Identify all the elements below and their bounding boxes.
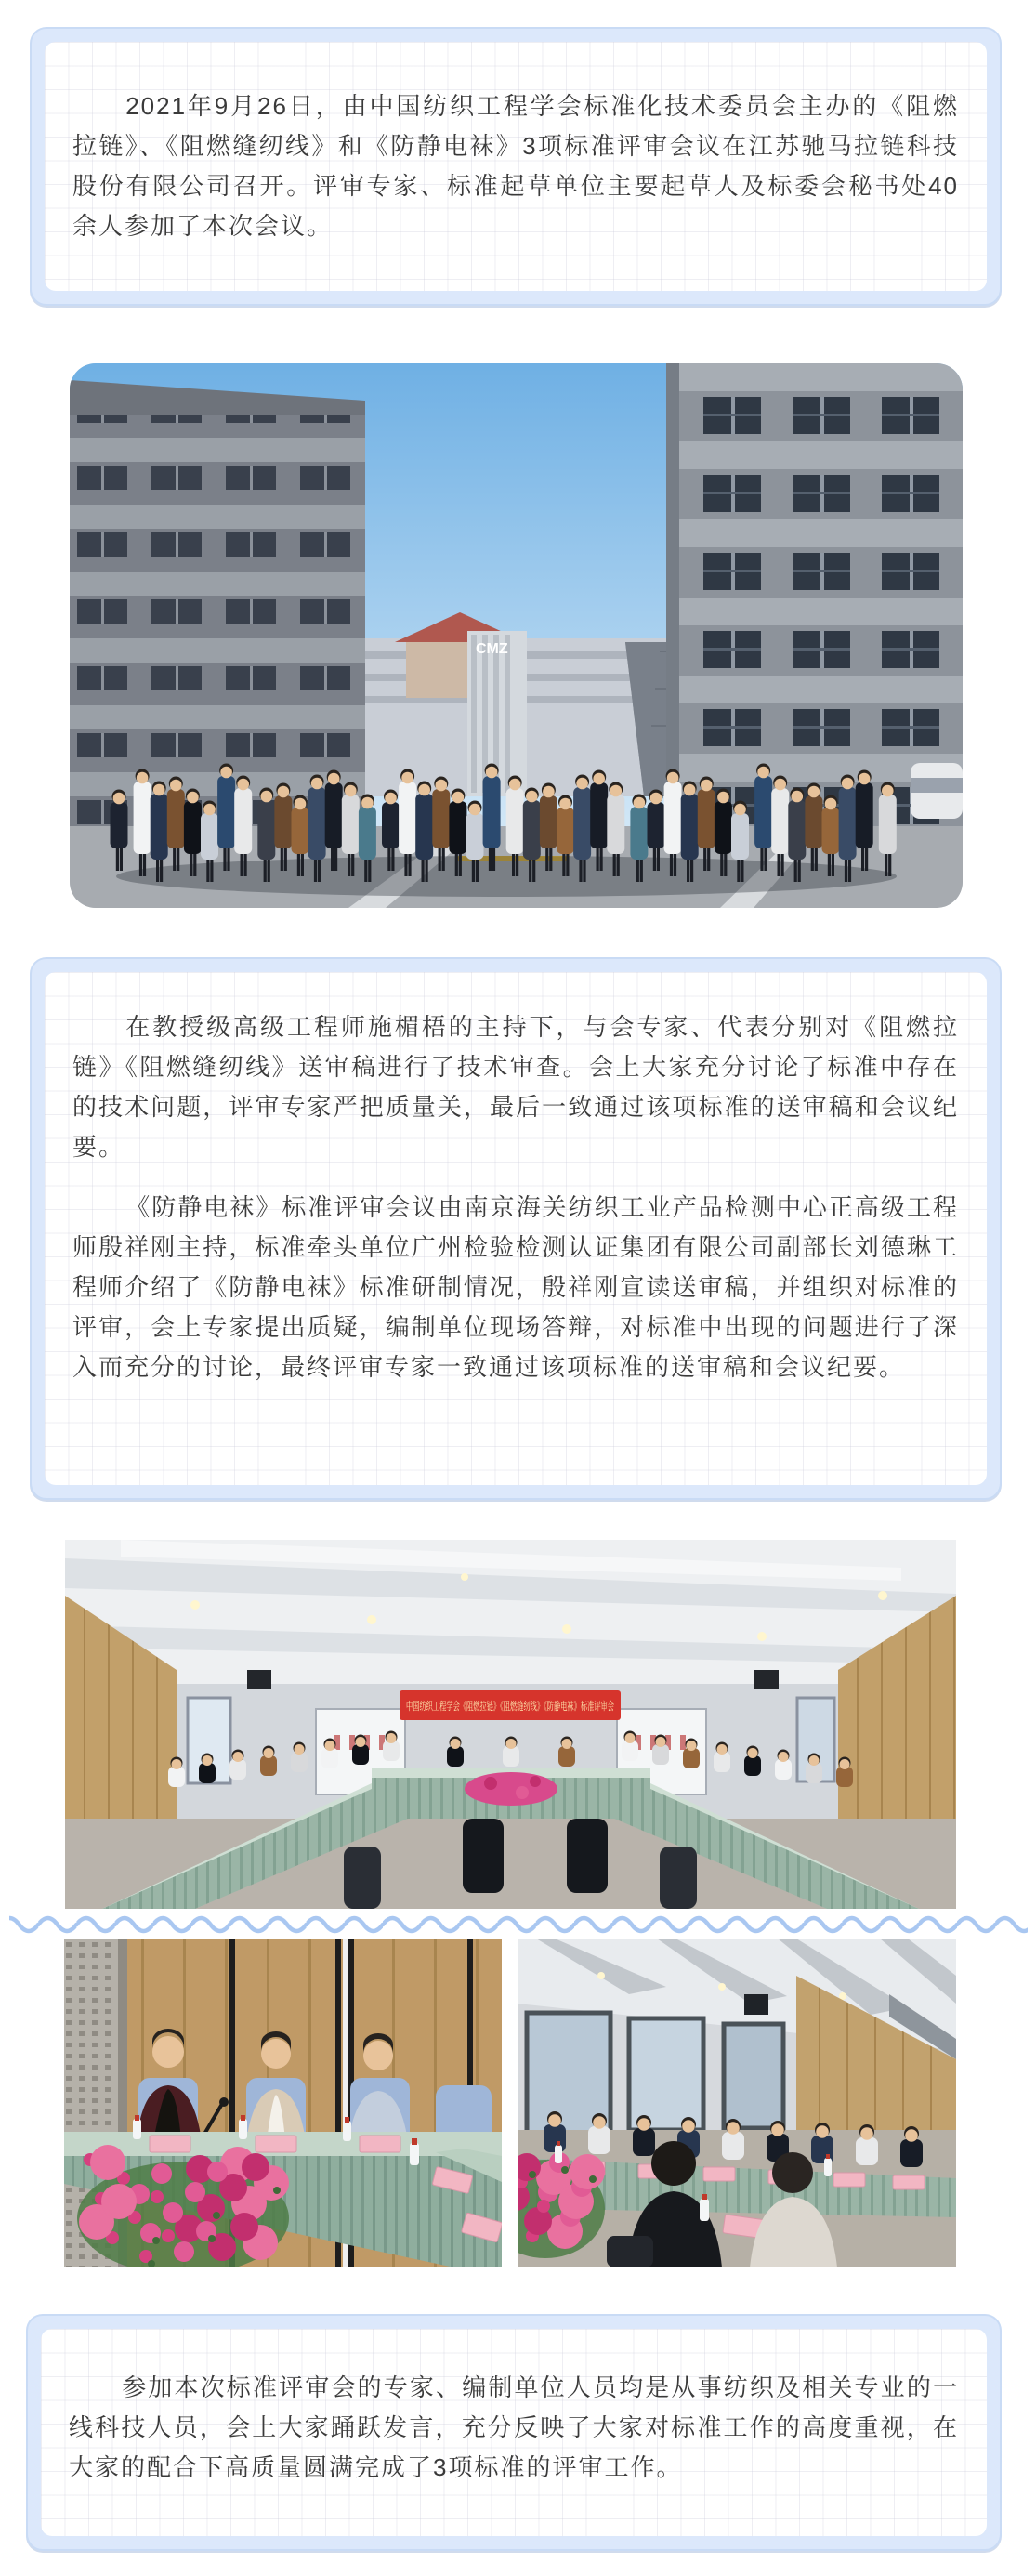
review-paragraph-1: 在教授级高级工程师施楣梧的主持下，与会专家、代表分别对《阻燃拉链》《阻燃缝纫线》送审稿进行了技术审查。会上大家充分讨论了标准中存在的技术问题，评审专家严把质量关，最后一致通过该项标准的送审稿和会议纪要。 (72, 1013, 959, 1161)
right-speaker (754, 1670, 779, 1689)
conference-photo[interactable] (65, 1540, 956, 1909)
flowers (77, 2145, 289, 2267)
attendees-photo[interactable] (518, 1939, 956, 2267)
chair-back (607, 2236, 653, 2267)
intro-panel (45, 42, 987, 291)
review-panel (45, 972, 987, 1485)
attendees-photo-illustration (518, 1939, 956, 2267)
group-photo[interactable] (70, 363, 963, 908)
rostrum-photo-illustration (64, 1939, 502, 2267)
cmz-sign-text: CMZ (476, 641, 508, 657)
rostrum-photo[interactable] (64, 1939, 502, 2267)
intro-card (30, 27, 1002, 306)
intro-paragraph: 2021年9月26日，由中国纺织工程学会标准化技术委员会主办的《阻燃拉链》、《阻燃缝纫线》和《防静电袜》3项标准评审会议在江苏驰马拉链科技股份有限公司召开。评审专家、标准起草单位主要起草人及标委会秘书处40余人参加了本次会议。 (72, 92, 959, 240)
left-speaker (247, 1670, 271, 1689)
closing-card (26, 2314, 1002, 2551)
wave-divider (0, 1909, 1036, 1940)
banner (400, 1690, 753, 1720)
review-card (30, 957, 1002, 1500)
left-building (70, 415, 365, 835)
review-paragraph-2: 《防静电袜》标准评审会议由南京海关纺织工业产品检测中心正高级工程师殷祥刚主持，标准牵头单位广州检验检测认证集团有限公司副部长刘德琳工程师介绍了《防静电袜》标准研制情况，殷祥刚宣读送审稿，并组织对标准的评审，会上专家提出质疑，编制单位现场答辩，对标准中出现的问题进行了深入而充分的讨论，最终评审专家一致通过该项标准的送审稿和会议纪要。 (72, 1193, 959, 1381)
closing-paragraph: 参加本次标准评审会的专家、编制单位人员均是从事纺织及相关专业的一线科技人员，会上大家踊跃发言，充分反映了大家对标准工作的高度重视，在大家的配合下高质量圆满完成了3项标准的评审工作。 (69, 2373, 959, 2481)
banner-text: 中国纺织工程学会《阻燃拉链》《阻燃缝纫线》《防静电袜》标准评审会 (406, 1700, 753, 1713)
flower-centerpiece (465, 1772, 557, 1806)
group-photo-illustration (70, 363, 963, 908)
conference-photo-illustration (65, 1540, 956, 1909)
closing-panel (41, 2329, 987, 2536)
parked-car (911, 763, 963, 819)
